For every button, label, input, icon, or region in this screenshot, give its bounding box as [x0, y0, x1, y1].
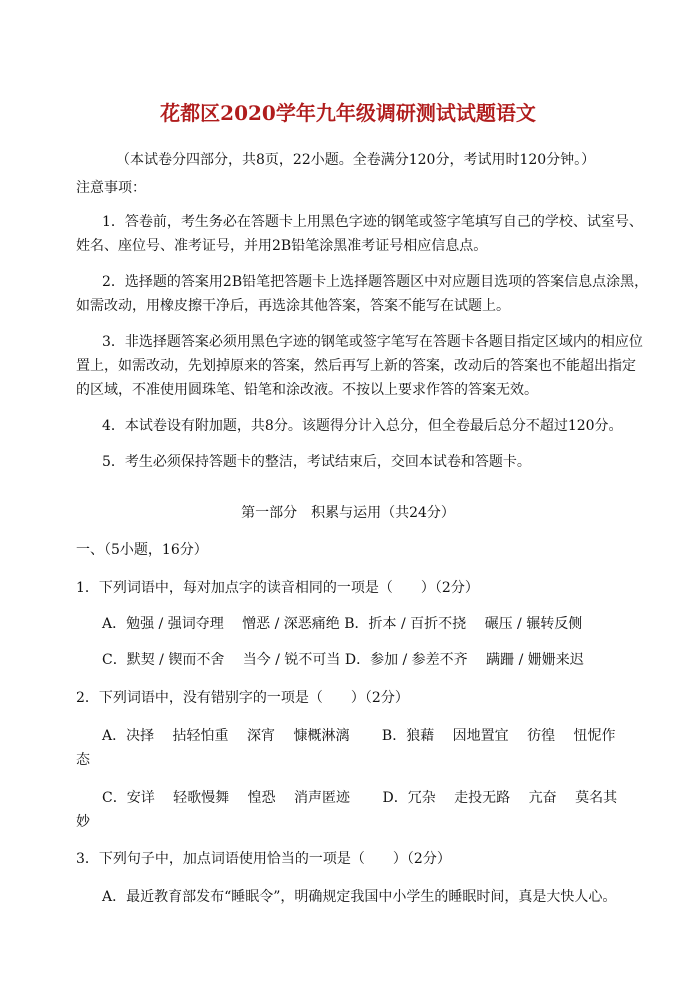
notice-2-line-1: 2．选择题的答案用2B铅笔把答题卡上选择题答题区中对应题目选项的答案信息点涂黑，: [102, 274, 649, 290]
question-2-stem: 2．下列词语中，没有错别字的一项是（ ）（2分）: [76, 690, 409, 706]
exam-title: 花都区2020学年九年级调研测试试题语文: [160, 101, 536, 125]
part-heading: 第一部分 积累与运用（共24分）: [241, 505, 455, 521]
question-1-options-ab: A．勉强 / 强词夺理 憎恶 / 深恶痛绝 B．折本 / 百折不挠 碾压 / 辗转反侧: [102, 616, 583, 632]
section-heading: 一、（5小题，16分）: [76, 542, 208, 558]
question-3-option-a: A．最近教育部发布“睡眠令”，明确规定我国中小学生的睡眠时间，真是大快人心。: [102, 889, 617, 905]
notice-heading: 注意事项：: [76, 180, 146, 196]
question-2-options-ab-wrap: 态: [76, 752, 90, 768]
question-1-stem: 1．下列词语中，每对加点字的读音相同的一项是（ ）（2分）: [76, 580, 479, 596]
question-3-stem: 3．下列句子中，加点词语使用恰当的一项是（ ）（2分）: [76, 851, 451, 867]
notice-4-line-1: 4．本试卷设有附加题，共8分。该题得分计入总分，但全卷最后总分不超过120分。: [102, 418, 623, 434]
notice-2-line-2: 如需改动，用橡皮擦干净后，再选涂其他答案，答案不能写在试题上。: [76, 298, 510, 314]
notice-5-line-1: 5．考生必须保持答题卡的整洁，考试结束后，交回本试卷和答题卡。: [102, 454, 531, 470]
question-2-options-cd-wrap: 妙: [76, 814, 90, 830]
notice-3-line-1: 3．非选择题答案必须用黑色字迹的钢笔或签字笔写在答题卡各题目指定区域内的相应位: [102, 334, 643, 350]
question-2-options-cd: C．安详 轻歌慢舞 惶恐 消声匿迹 D．冗杂 走投无路 亢奋 莫名其: [102, 790, 618, 806]
notice-3-line-3: 的区域，不准使用圆珠笔、铅笔和涂改液。不按以上要求作答的答案无效。: [76, 382, 538, 398]
question-2-options-ab: A．决择 拈轻怕重 深宵 慷概淋漓 B．狼藉 因地置宜 彷徨 忸怩作: [102, 728, 616, 744]
exam-subtitle: （本试卷分四部分，共8页，22小题。全卷满分120分，考试用时120分钟。）: [116, 152, 596, 168]
notice-1-line-2: 姓名、座位号、准考证号，并用2B铅笔涂黑准考证号相应信息点。: [76, 238, 488, 254]
notice-1-line-1: 1．答卷前，考生务必在答题卡上用黑色字迹的钢笔或签字笔填写自己的学校、试室号、: [102, 214, 643, 230]
question-1-options-cd: C．默契 / 锲而不舍 当今 / 锐不可当 D．参加 / 参差不齐 蹒跚 / 姗姗来迟: [102, 652, 584, 668]
notice-3-line-2: 置上，如需改动，先划掉原来的答案，然后再写上新的答案，改动后的答案也不能超出指定: [76, 358, 636, 374]
